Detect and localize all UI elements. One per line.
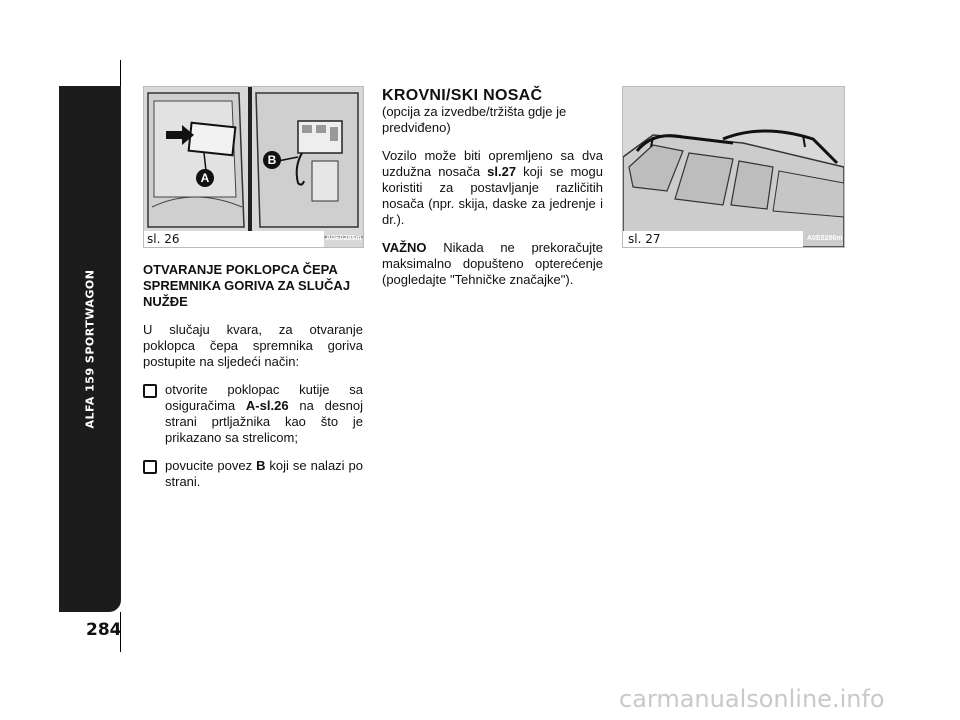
bullet-1-reference: A-sl.26 [245,398,289,413]
warning-text: Nikada ne prekoračujte maksimalno dopušteno opterećenje (pogledajte "Tehničke značajke"). [382,240,603,287]
roof-rack-reference: sl.27 [487,164,517,179]
watermark: carmanualsonline.info [619,685,885,713]
fuel-cap-intro: U slučaju kvara, za otvaranje poklopca čepa spremnika goriva postupite na sljedeći način: [143,322,363,369]
bullet-1-text-start: otvorite poklopac kutije sa osiguračima [165,382,363,413]
figure-27-illustration [623,87,844,247]
left-column [143,262,363,502]
figure-27-code: A0E0286m [807,235,843,242]
list-item-text [165,458,363,490]
roof-rack-warning [382,240,603,288]
bullet-2-text-end: koji se nalazi po strani. [165,458,363,489]
figure-26-code: A0E0285m [326,235,362,242]
list-item [143,458,363,490]
figure-27-caption: sl. 27 [628,232,661,246]
roof-rack-heading: KROVNI/SKI NOSAČ [382,87,543,104]
bullet-1-text-end: na desnoj strani prtljažnika kao što je prikazano sa strelicom; [165,398,363,445]
checkbox-bullet-icon [143,384,157,398]
figure-26-caption: sl. 26 [147,232,180,246]
warning-label: VAŽNO [382,240,427,255]
fuel-cap-heading: OTVARANJE POKLOPCA ČEPA SPREMNIKA GORIVA ZA SLUČAJ NUŽĐE [143,262,351,309]
crop-mark-top [120,60,121,86]
roof-rack-subheading: (opcija za izvedbe/tržišta gdje je predviđeno) [382,104,567,135]
figure-26-illustration [144,87,363,247]
callout-b [263,151,281,169]
figure-27 [622,86,845,248]
list-item [143,382,363,446]
roof-rack-text-start: Vozilo može biti opremljeno sa dva uzdužna nosača [382,148,603,179]
list-item-text [165,382,363,446]
page-number: 284 [86,620,122,640]
checkbox-bullet-icon [143,460,157,474]
side-title: ALFA 159 SPORTWAGON [83,269,97,429]
callout-a-label: A [200,171,210,185]
roof-rack-description [382,148,603,228]
callout-b-label: B [267,153,277,167]
bullet-2-text-start: povucite povez [165,458,257,473]
bullet-2-reference: B [256,458,266,473]
roof-rack-text-end: koji se mogu koristiti za postavljanje različitih nosača (npr. skija, daske za jedrenje i dr.). [382,164,603,227]
callout-a [196,169,214,187]
right-column [382,88,603,300]
figure-26 [143,86,364,248]
